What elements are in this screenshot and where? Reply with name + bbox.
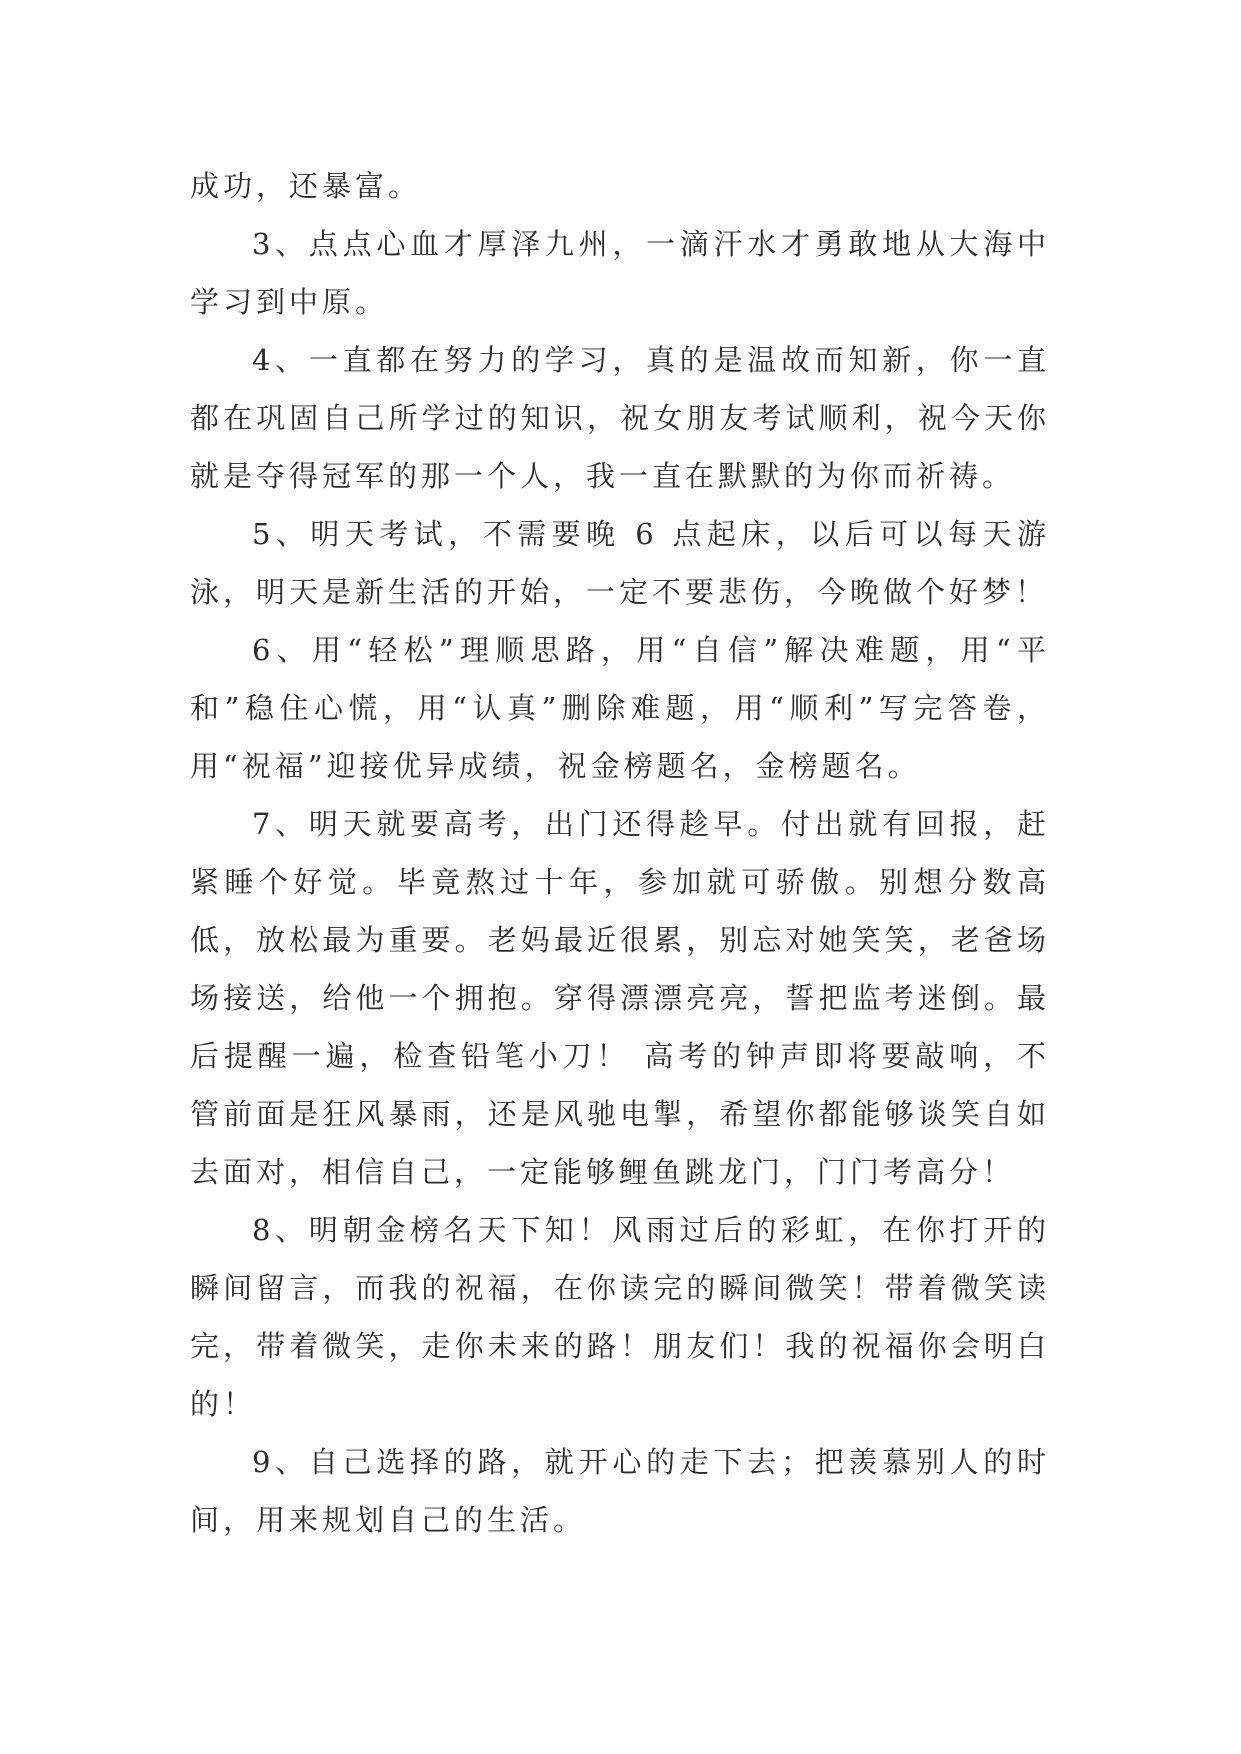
paragraph-item-7: 7、明天就要高考，出门还得趁早。付出就有回报，赶紧睡个好觉。毕竟熬过十年，参加就可骄傲。别想分数高低，放松最为重要。老妈最近很累，别忘对她笑笑，老爸场场接送，给他一个拥抱。穿得漂漂亮亮，誓把监考迷倒。最后提醒一遍，检查铅笔小刀！ 高考的钟声即将要敲响，不管前面是狂风暴雨，还是风驰电掣，希望你都能够谈笑自如去面对，相信自己，一定能够鲤鱼跳龙门，门门考高分！: [190, 807, 1050, 1189]
paragraph-item-4: 4、一直都在努力的学习，真的是温故而知新，你一直都在巩固自己所学过的知识，祝女朋友考试顺利，祝今天你就是夺得冠军的那一个人，我一直在默默的为你而祈祷。: [190, 343, 1050, 493]
paragraph-continuation: 成功，还暴富。: [190, 169, 422, 203]
paragraph-item-9: 9、自己选择的路，就开心的走下去；把羡慕别人的时间，用来规划自己的生活。: [190, 1445, 1050, 1537]
paragraph-item-5: 5、明天考试，不需要晚 6 点起床，以后可以每天游泳，明天是新生活的开始，一定不要悲伤，今晚做个好梦！: [190, 517, 1050, 609]
document-body: [190, 157, 1050, 1549]
paragraph-item-8: 8、明朝金榜名天下知！风雨过后的彩虹，在你打开的瞬间留言，而我的祝福，在你读完的瞬间微笑！带着微笑读完，带着微笑，走你未来的路！朋友们！我的祝福你会明白的！: [190, 1213, 1050, 1421]
paragraph-item-3: 3、点点心血才厚泽九州，一滴汗水才勇敢地从大海中学习到中原。: [190, 227, 1050, 319]
paragraph-item-6: 6、用“轻松”理顺思路，用“自信”解决难题，用“平和”稳住心慌，用“认真”删除难题，用“顺利”写完答卷，用“祝福”迎接优异成绩，祝金榜题名，金榜题名。: [190, 633, 1050, 783]
